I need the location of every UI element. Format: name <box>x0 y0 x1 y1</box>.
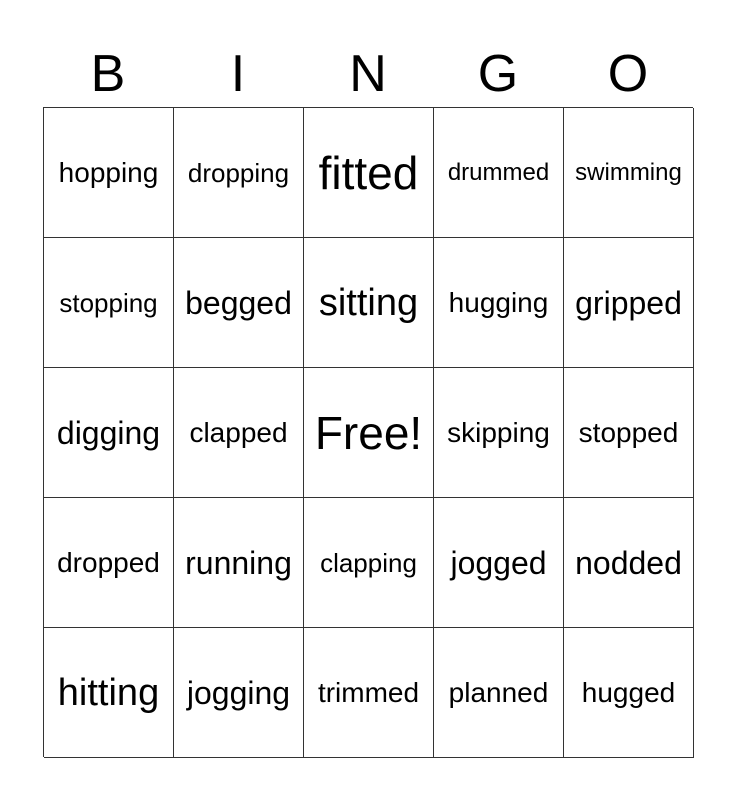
bingo-cell[interactable]: stopping <box>44 238 174 368</box>
bingo-cell[interactable]: fitted <box>304 108 434 238</box>
bingo-header <box>43 40 693 108</box>
bingo-cell[interactable]: swimming <box>564 108 694 238</box>
bingo-cell[interactable]: stopped <box>564 368 694 498</box>
header-letter-g: G <box>477 45 519 103</box>
bingo-cell[interactable]: begged <box>174 238 304 368</box>
header-letter-i: I <box>230 45 246 103</box>
bingo-cell[interactable]: clapped <box>174 368 304 498</box>
header-letter-b: B <box>90 45 126 103</box>
bingo-cell[interactable]: hitting <box>44 628 174 758</box>
bingo-cell[interactable]: digging <box>44 368 174 498</box>
bingo-cell[interactable]: hopping <box>44 108 174 238</box>
bingo-cell[interactable]: trimmed <box>304 628 434 758</box>
bingo-cell[interactable]: sitting <box>304 238 434 368</box>
bingo-cell[interactable]: hugging <box>434 238 564 368</box>
bingo-cell[interactable]: jogging <box>174 628 304 758</box>
bingo-cell[interactable]: dropped <box>44 498 174 628</box>
bingo-cell[interactable]: gripped <box>564 238 694 368</box>
free-space-cell[interactable]: Free! <box>304 368 434 498</box>
bingo-cell[interactable]: planned <box>434 628 564 758</box>
bingo-cell[interactable]: jogged <box>434 498 564 628</box>
bingo-board <box>43 107 693 757</box>
bingo-cell[interactable]: nodded <box>564 498 694 628</box>
bingo-cell[interactable]: dropping <box>174 108 304 238</box>
bingo-cell[interactable]: clapping <box>304 498 434 628</box>
bingo-cell[interactable]: hugged <box>564 628 694 758</box>
bingo-cell[interactable]: running <box>174 498 304 628</box>
bingo-cell[interactable]: skipping <box>434 368 564 498</box>
bingo-cell[interactable]: drummed <box>434 108 564 238</box>
header-letter-n: N <box>349 45 387 103</box>
header-letter-o: O <box>607 45 649 103</box>
